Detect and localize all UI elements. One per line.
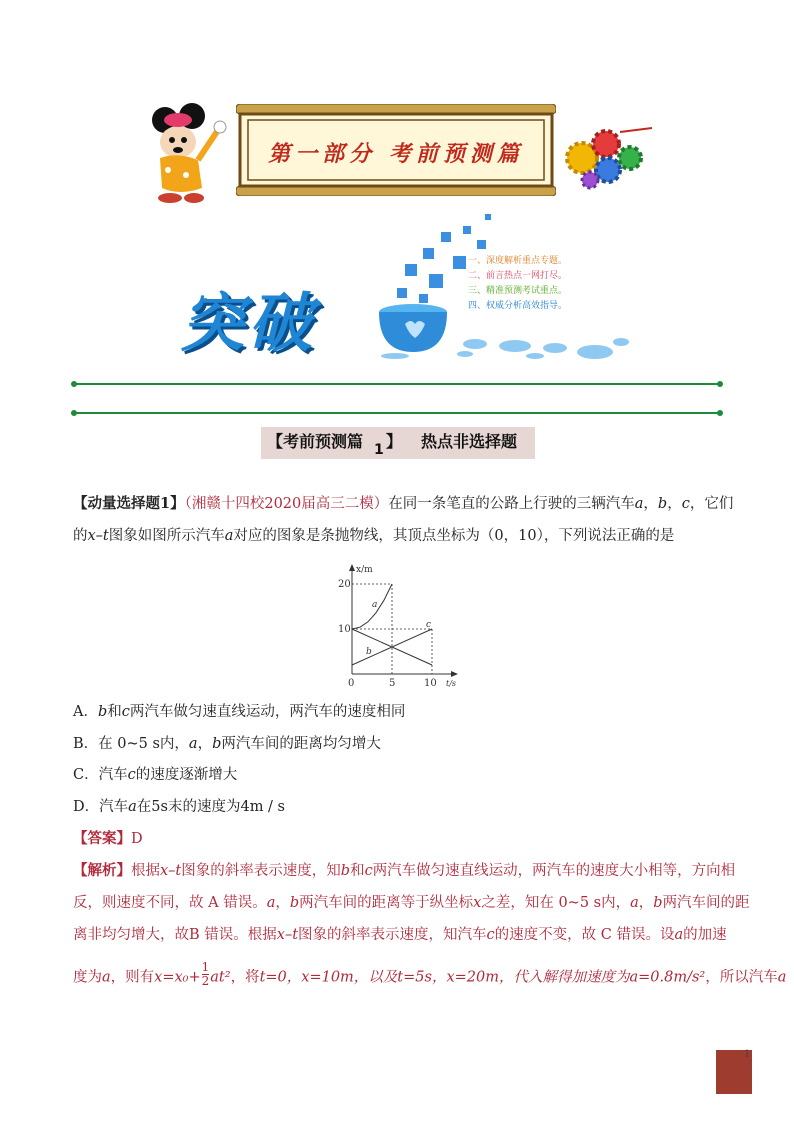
curve-label-c: c (426, 620, 432, 630)
answer-label: 【答案】 (73, 830, 131, 847)
feature-item-1: 一、深度解析重点专题。 (468, 256, 568, 266)
section-title-right: 热点非选择题 (421, 432, 518, 451)
answer-value: D (131, 831, 143, 847)
answer-line (73, 829, 718, 849)
analysis-line-2: 反，则速度不同，故 A 错误。a，b两汽车间的距离等于纵坐标x之差，知在 0~5 s内，a，b两汽车间的距 (73, 895, 750, 911)
x-tick-10: 10 (424, 678, 437, 689)
minnie-mouse-illustration (140, 100, 230, 205)
x-axis-label: t/s (446, 679, 457, 688)
question-label: 【动量选择题1】 (73, 495, 185, 512)
divider-top (70, 374, 724, 384)
banner-title: 第一部分 考前预测篇 (268, 141, 524, 167)
section-title (261, 427, 535, 459)
x-tick-5: 5 (389, 678, 396, 689)
gears-illustration (560, 118, 656, 193)
question-line-1: 【动量选择题1】（湘赣十四校2020届高三二模）在同一条笔直的公路上行驶的三辆汽车a，b，c，它们 (73, 495, 734, 512)
page-number: 1 (744, 1049, 751, 1060)
section-title-left: 【考前预测篇 (267, 432, 364, 451)
section-title-bracket: 】 (386, 432, 403, 451)
analysis-line-4: 度为a，则有x=x₀+ $\frac{1}{2}$ at²，将t=0，x=10m，以及t=5s，x=20m，代入解得加速度为a=0.8m/s²，所以汽车a (73, 960, 787, 988)
analysis-label: 【解析】 (73, 862, 131, 879)
option-b: B．在 0~5 s内，a，b两汽车间的距离均匀增大 (73, 736, 381, 752)
x-tick-0: 0 (348, 678, 355, 689)
feature-item-4: 四、权威分析高效指导。 (468, 301, 568, 311)
x-axis-arrow (451, 671, 458, 677)
question-line-2: 的x–t图象如图所示汽车a对应的图象是条抛物线，其顶点坐标为（0，10），下列说法正确的是 (73, 528, 675, 544)
question-source: （湘赣十四校2020届高三二模） (184, 496, 389, 512)
analysis-line-1: 【解析】根据x–t图象的斜率表示速度，知b和c两汽车做匀速直线运动，两汽车的速度大小相等，方向相 (73, 862, 736, 879)
curve-label-a: a (372, 600, 378, 610)
feature-item-3: 三、精准预测考试重点。 (468, 286, 568, 296)
fraction-half: $\frac{1}{2}$ (201, 960, 210, 988)
divider-bottom (70, 403, 724, 413)
option-c: C．汽车c的速度逐渐增大 (73, 767, 238, 783)
analysis-line-3: 离非均匀增大，故B 错误。根据x–t图象的斜率表示速度，知汽车c的速度不变，故 C 错误。设a的加速 (73, 927, 727, 943)
curve-label-b: b (366, 647, 372, 657)
tupo-logo-text: 突破 (180, 287, 316, 361)
y-tick-20: 20 (338, 579, 351, 590)
option-a: A．b和c两汽车做匀速直线运动，两汽车的速度相同 (73, 704, 406, 720)
y-axis-label: x/m (356, 565, 373, 575)
y-tick-10: 10 (338, 624, 351, 635)
feature-item-2: 二、前言热点一网打尽。 (468, 271, 568, 281)
option-d: D．汽车a在5s末的速度为4m / s (73, 799, 285, 815)
section-title-number: 1 (374, 442, 384, 458)
y-axis-arrow (349, 564, 355, 571)
xt-graph (330, 562, 460, 690)
